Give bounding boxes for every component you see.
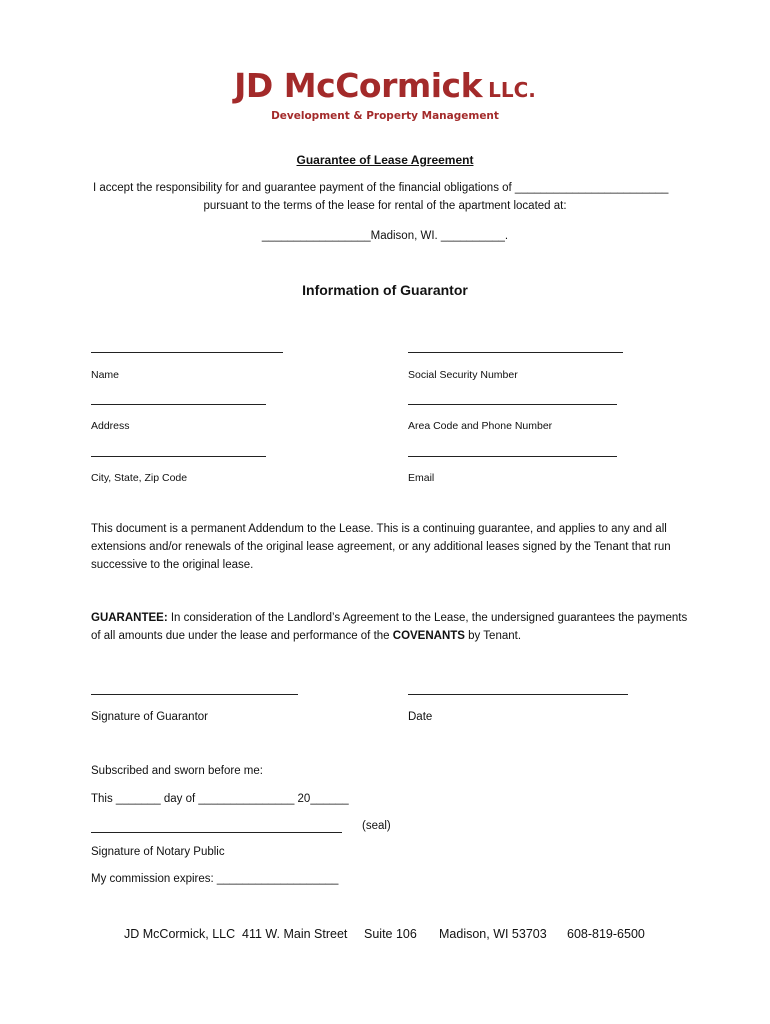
covenants-term: COVENANTS: [392, 630, 465, 642]
city-field-line[interactable]: [91, 456, 266, 457]
name-label: Name: [91, 369, 120, 381]
guarantee-paragraph: [91, 609, 691, 645]
footer-suite: Suite 106: [364, 927, 417, 941]
company-name: JD McCormick: [234, 66, 483, 105]
footer-street: 411 W. Main Street: [242, 927, 348, 941]
notary-date-line[interactable]: This _______ day of _______________ 20______: [91, 793, 349, 805]
section-title-guarantor: Information of Guarantor: [302, 282, 468, 298]
intro-line-2: pursuant to the terms of the lease for rental of the apartment located at:: [203, 200, 567, 212]
intro-line-3: _________________Madison, WI. __________.: [261, 230, 509, 242]
guarantee-text-end: by Tenant.: [464, 630, 522, 642]
addendum-paragraph: This document is a permanent Addendum to the Lease. This is a continuing guarantee, and applies to any and all extensions and/or renewals of the original lease agreement, or any additional leases signed by the Tenant that run successive to the original lease.: [91, 523, 671, 571]
ssn-field-line[interactable]: [408, 352, 623, 353]
address-label: Address: [91, 420, 130, 432]
intro-line-1: I accept the responsibility for and guarantee payment of the financial obligations of ________________________: [93, 182, 669, 194]
date-label: Date: [408, 711, 433, 723]
footer-phone: 608-819-6500: [567, 927, 645, 941]
guarantee-text: In consideration of the Landlord’s Agreement to the Lease, the undersigned guarantees the payments of all amounts due under the lease and performance of the: [91, 612, 688, 642]
subscribed-text: Subscribed and sworn before me:: [91, 765, 263, 777]
guarantor-signature-line[interactable]: [91, 694, 298, 695]
phone-label: Area Code and Phone Number: [408, 420, 553, 432]
ssn-label: Social Security Number: [408, 369, 518, 381]
email-field-line[interactable]: [408, 456, 617, 457]
company-suffix: LLC.: [488, 78, 536, 102]
address-field-line[interactable]: [91, 404, 266, 405]
footer-company: JD McCormick, LLC: [124, 927, 236, 941]
date-line[interactable]: [408, 694, 628, 695]
notary-signature-label: Signature of Notary Public: [91, 846, 225, 858]
phone-field-line[interactable]: [408, 404, 617, 405]
commission-expires[interactable]: My commission expires: ___________________: [91, 873, 339, 885]
guarantor-signature-label: Signature of Guarantor: [91, 711, 208, 723]
name-field-line[interactable]: [91, 352, 283, 353]
guarantee-label: GUARANTEE:: [91, 612, 168, 624]
notary-signature-line[interactable]: [91, 832, 342, 833]
document-title: Guarantee of Lease Agreement: [296, 153, 474, 167]
email-label: Email: [408, 472, 435, 484]
company-logo: [0, 66, 770, 105]
city-label: City, State, Zip Code: [91, 472, 188, 484]
footer-city: Madison, WI 53703: [439, 927, 547, 941]
seal-label: (seal): [362, 820, 391, 832]
company-tagline: Development & Property Management: [271, 110, 499, 122]
